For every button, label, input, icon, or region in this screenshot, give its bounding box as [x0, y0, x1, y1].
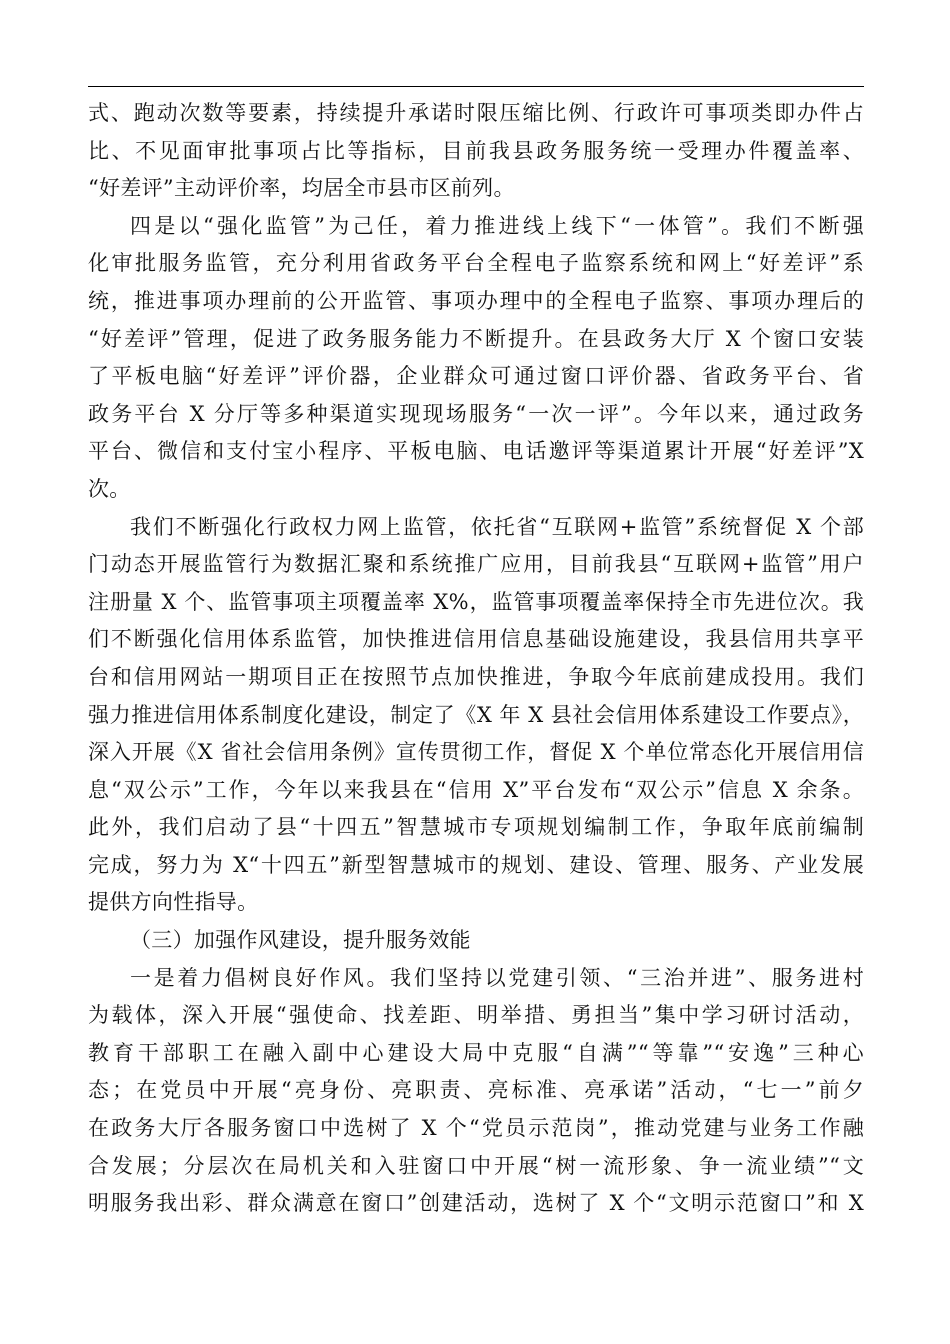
text-line: “好差评”主动评价率，均居全市县市区前列。	[88, 176, 515, 201]
text-line: 教育干部职工在融入副中心建设大局中克服“自满”“等靠”“安逸”三种心	[88, 1040, 864, 1065]
text-line: 了平板电脑“好差评”评价器，企业群众可通过窗口评价器、省政务平台、省	[88, 364, 864, 389]
text-line: 政务平台 X 分厅等多种渠道实现现场服务“一次一评”。今年以来，通过政务	[88, 401, 864, 426]
text-line: 台和信用网站一期项目正在按照节点加快推进，争取今年底前建成投用。我们	[88, 664, 864, 689]
text-line: 深入开展《X 省社会信用条例》宣传贯彻工作，督促 X 个单位常态化开展信用信	[88, 740, 864, 765]
text-line: 统，推进事项办理前的公开监管、事项办理中的全程电子监察、事项办理后的	[88, 288, 864, 313]
text-line: 态；在党员中开展“亮身份、亮职责、亮标准、亮承诺”活动，“七一”前夕	[88, 1078, 864, 1103]
text-line: 此外，我们启动了县“十四五”智慧城市专项规划编制工作，争取年底前编制	[88, 815, 864, 840]
text-line: 们不断强化信用体系监管，加快推进信用信息基础设施建设，我县信用共享平	[88, 627, 864, 652]
text-line: 门动态开展监管行为数据汇聚和系统推广应用，目前我县“互联网+监管”用户	[88, 552, 864, 577]
document-page	[88, 0, 864, 1344]
text-line: 平台、微信和支付宝小程序、平板电脑、电话邀评等渠道累计开展“好差评”X	[88, 439, 864, 464]
text-line: “好差评”管理，促进了政务服务能力不断提升。在县政务大厅 X 个窗口安装	[88, 326, 864, 351]
text-line: 在政务大厅各服务窗口中选树了 X 个“党员示范岗”，推动党建与业务工作融	[88, 1116, 864, 1141]
text-line: 式、跑动次数等要素，持续提升承诺时限压缩比例、行政许可事项类即办件占	[88, 101, 864, 125]
text-line: 息“双公示”工作，今年以来我县在“信用 X”平台发布“双公示”信息 X 余条。	[88, 777, 864, 802]
text-line: 比、不见面审批事项占比等指标，目前我县政务服务统一受理办件覆盖率、	[88, 138, 864, 163]
document-body	[88, 95, 864, 1223]
text-line: 提供方向性指导。	[88, 890, 259, 915]
text-line: 四是以“强化监管”为己任，着力推进线上线下“一体管”。我们不断强	[130, 213, 864, 238]
text-line: 强力推进信用体系制度化建设，制定了《X 年 X 县社会信用体系建设工作要点》，	[88, 702, 864, 727]
header-rule	[88, 86, 864, 87]
text-line: 为载体，深入开展“强使命、找差距、明举措、勇担当”集中学习研讨活动，	[88, 1003, 864, 1028]
text-line: （三）加强作风建设，提升服务效能	[130, 928, 471, 953]
text-line: 次。	[88, 476, 131, 501]
text-line: 化审批服务监管，充分利用省政务平台全程电子监察系统和网上“好差评”系	[88, 251, 864, 276]
text-line: 一是着力倡树良好作风。我们坚持以党建引领、“三治并进”、服务进村	[130, 965, 864, 990]
text-line: 我们不断强化行政权力网上监管，依托省“互联网+监管”系统督促 X 个部	[130, 514, 864, 539]
text-line: 注册量 X 个、监管事项主项覆盖率 X%，监管事项覆盖率保持全市先进位次。我	[88, 589, 864, 614]
text-line: 明服务我出彩、群众满意在窗口”创建活动，选树了 X 个“文明示范窗口”和 X	[88, 1191, 864, 1216]
text-line: 完成，努力为 X“十四五”新型智慧城市的规划、建设、管理、服务、产业发展	[88, 852, 864, 877]
text-line: 合发展；分层次在局机关和入驻窗口中开展“树一流形象、争一流业绩”“文	[88, 1153, 864, 1178]
